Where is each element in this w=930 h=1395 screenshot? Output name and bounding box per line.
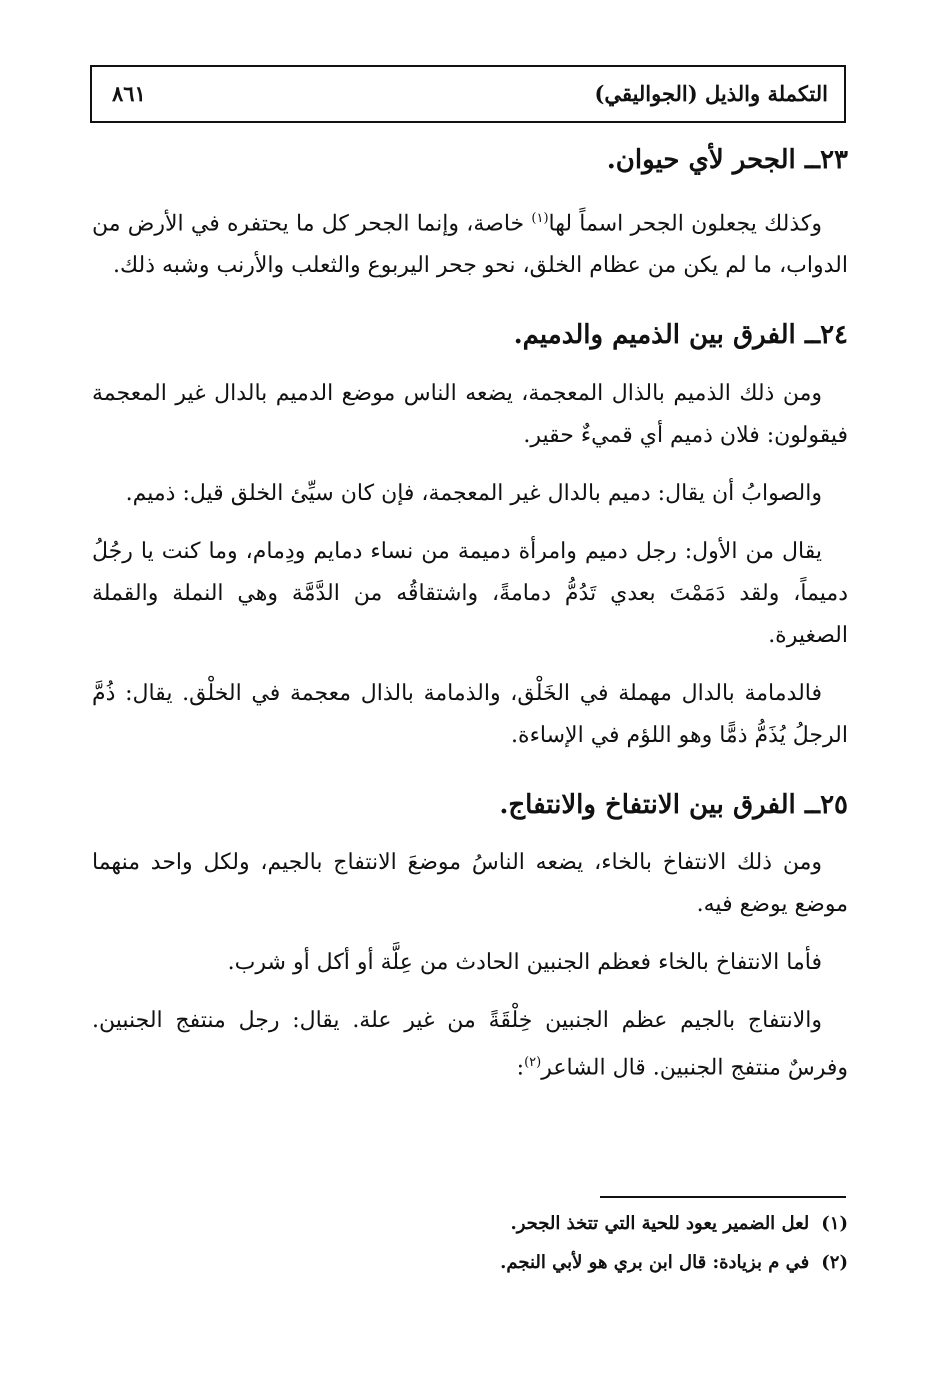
page-number: ٨٦١ — [112, 81, 146, 106]
paragraph — [92, 198, 848, 287]
footnote-number: (٢) — [821, 1252, 848, 1273]
paragraph: فأما الانتفاخ بالخاء فعظم الجنبين الحادث من عِلَّة أو أكل أو شرب. — [227, 950, 822, 976]
footnote-number: (١) — [821, 1213, 848, 1234]
running-header — [90, 65, 846, 123]
paragraph: يقال من الأول: رجل دميم وامرأة دميمة من نساء دمايم ودِمام، وما كنت يا رجُلُ دميماً، ولقد دَمَمْتَ بعدي تَدُمُّ دمامةً، واشتقاقُه من الدَّمَّة وهي النملة والقملة الصغيرة. — [92, 538, 849, 648]
paragraph: فالدمامة بالدال مهملة في الخَلْق، والذمامة بالذال معجمة في الخلْق. يقال: ذُمَّ الرجلُ يُذَمُّ ذمًّا وهو اللؤم في الإساءة. — [92, 680, 848, 748]
page-body — [92, 138, 848, 1089]
section-title: ٢٤ــ الفرق بين الذميم والدميم. — [513, 319, 848, 350]
header-title: التكملة والذيل (الجواليقي) — [594, 81, 828, 106]
paragraph-text: والانتفاج بالجيم عظم الجنبين خِلْقَةً من غير علة. يقال: رجل منتفج الجنبين. وفرسٌ منتفج الجنبين. قال الشاعر — [92, 1008, 848, 1081]
section-24 — [92, 315, 848, 757]
paragraph: والصوابُ أن يقال: دميم بالدال غير المعجمة، فإن كان سيِّئ الخلق قيل: ذميم. — [125, 480, 822, 506]
footnotes — [92, 1210, 848, 1288]
footnote-text: لعل الضمير يعود للحية التي تتخذ الجحر. — [510, 1213, 810, 1234]
paragraph: ومن ذلك الذميم بالذال المعجمة، يضعه الناس موضع الدميم بالدال غير المعجمة فيقولون: فلان ذميم أي قميءٌ حقير. — [92, 380, 848, 448]
footnote — [92, 1210, 848, 1237]
footnote — [92, 1249, 848, 1276]
section-title: ٢٣ــ الجحر لأي حيوان. — [606, 145, 848, 175]
footnote-marker[interactable]: (٢) — [524, 1055, 542, 1071]
section-23 — [92, 140, 848, 287]
footnote-divider — [600, 1196, 846, 1198]
section-25 — [92, 785, 848, 1090]
footnote-marker[interactable]: (١) — [531, 210, 549, 226]
footnote-text: في م بزيادة: قال ابن بري هو لأبي النجم. — [500, 1252, 810, 1273]
paragraph-text: : — [516, 1055, 525, 1081]
paragraph-text: خاصة، وإنما الجحر كل ما يحتفره في الأرض من الدواب، ما لم يكن من عظام الخلق، نحو جحر اليربوع والثعلب والأرنب وشبه ذلك. — [92, 210, 848, 278]
section-title: ٢٥ــ الفرق بين الانتفاخ والانتفاج. — [499, 789, 848, 820]
paragraph: ومن ذلك الانتفاخ بالخاء، يضعه الناسُ موضعَ الانتفاج بالجيم، ولكل واحد منهما موضع يوضع فيه. — [92, 850, 848, 918]
paragraph-text: وكذلك يجعلون الجحر اسماً لها — [548, 210, 822, 236]
paragraph — [92, 1000, 848, 1089]
